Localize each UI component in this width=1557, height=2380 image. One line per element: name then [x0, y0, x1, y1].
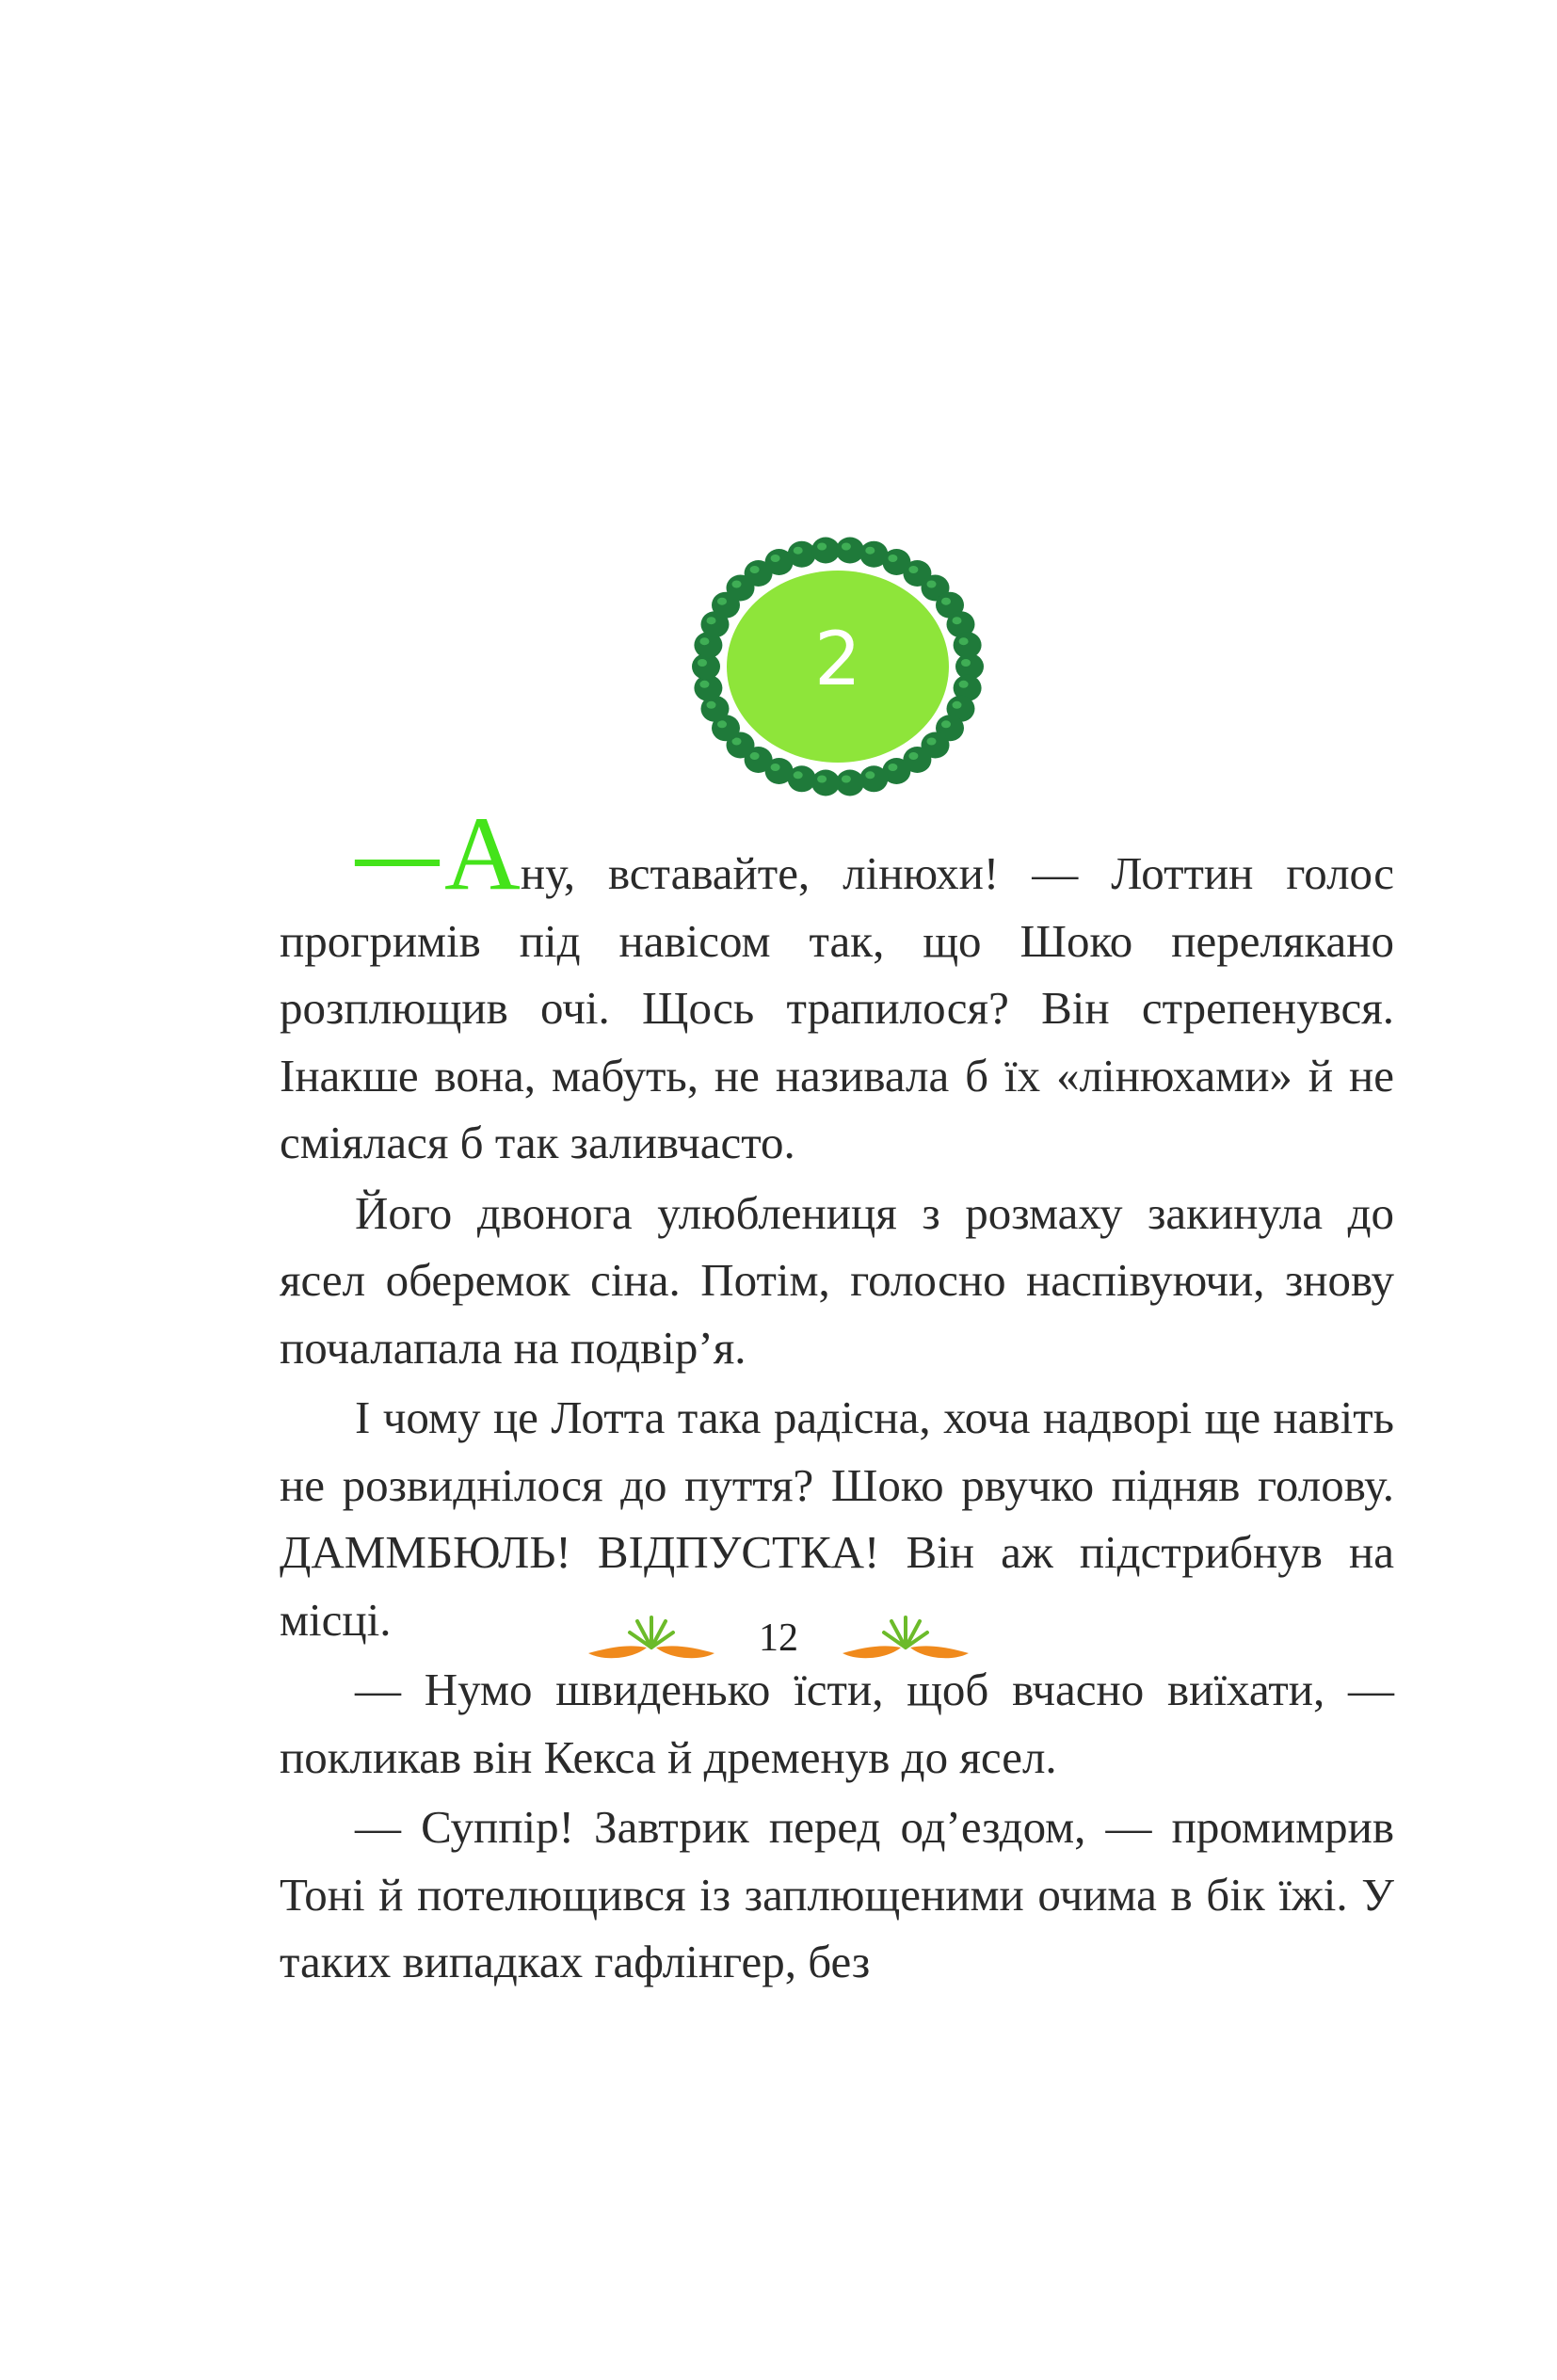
paragraph: Його двонога улюблениця з розмаху закинула до ясел оберемок сіна. Потім, голосно наспівуючи, знову почалапала на подвір’я. [280, 1186, 1394, 1374]
paragraph-text: ну, вставайте, лінюхи! — Лоттин голос прогримів під навісом так, що Шоко перелякано розплющив очі. Щось трапилося? Він стрепенувся. Інакше вона, мабуть, не називала б їх «лінюхами» й не сміялася б так заливчасто. [280, 847, 1394, 1168]
paragraph [280, 796, 1394, 1177]
paragraph: — Суппір! Завтрик перед од’ездом, — промимрив Тоні й потелющився із заплющеними очима в бік їжі. У таких випадках гафлінгер, без [280, 1801, 1394, 1987]
paragraph: — Нумо швиденько їсти, щоб вчасно виїхати, — покликав він Кекса й дременув до ясел. [280, 1664, 1394, 1783]
carrot-ornament-icon [835, 1610, 976, 1666]
paragraph: І чому це Лотта така радісна, хоча надворі ще навіть не розвиднілося до пуття? Шоко рвучко підняв голову. ДАММБЮЛЬ! ВІДПУСТКА! Він аж підстрибнув на місці. [280, 1391, 1394, 1646]
chapter-badge [687, 530, 988, 803]
dropcap: —А [350, 796, 521, 912]
body-text [280, 796, 1394, 1999]
page-footer [0, 1605, 1557, 1671]
carrot-ornament-icon [581, 1610, 722, 1666]
chapter-number: 2 [814, 618, 861, 702]
page-number: 12 [759, 1616, 798, 1660]
